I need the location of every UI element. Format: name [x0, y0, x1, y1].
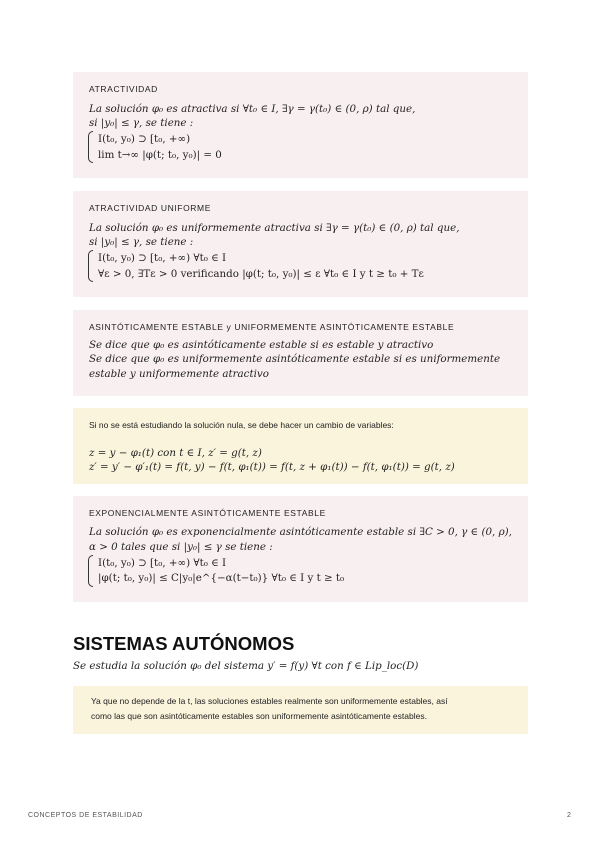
atractividad-cond1: I(t₀, y₀) ⊃ [t₀, +∞): [98, 133, 191, 145]
atractividad-uniforme-box: [73, 191, 528, 297]
uniforme-heading: ATRACTIVIDAD UNIFORME: [89, 203, 211, 213]
atractividad-cond2: lim t→∞ |φ(t; t₀, y₀)| = 0: [98, 149, 222, 161]
cambio-eq2: z′ = y′ − φ′₁(t) = f(t, y) − f(t, φ₁(t)) = f(t, z + φ₁(t)) − f(t, φ₁(t)) = g(t, z): [89, 461, 455, 473]
footer-title: CONCEPTOS DE ESTABILIDAD: [28, 812, 143, 819]
atractividad-line2: si |y₀| ≤ γ, se tiene :: [89, 117, 194, 129]
exponencial-box: [73, 496, 528, 602]
atractividad-heading: ATRACTIVIDAD: [89, 84, 158, 94]
autonomos-note-line1: Ya que no depende de la t, las soluciones estables realmente son uniformemente estables, así: [91, 696, 448, 706]
uniforme-line1: La solución φ₀ es uniformemente atractiva si ∃γ = γ(t₀) ∈ (0, ρ) tal que,: [89, 222, 460, 234]
atractividad-line1: La solución φ₀ es atractiva si ∀t₀ ∈ I, ∃γ = γ(t₀) ∈ (0, ρ) tal que,: [89, 103, 416, 115]
cambio-eq1: z = y − φ₁(t) con t ∈ I, z′ = g(t, z): [89, 447, 262, 459]
asintotica-line3: estable y uniformemente atractivo: [89, 368, 269, 380]
uniforme-cond1: I(t₀, y₀) ⊃ [t₀, +∞) ∀t₀ ∈ I: [98, 252, 227, 264]
asintotica-line1: Se dice que φ₀ es asintóticamente estable si es estable y atractivo: [89, 339, 434, 351]
exponencial-cond2: |φ(t; t₀, y₀)| ≤ C|y₀|e^{−α(t−t₀)} ∀t₀ ∈ I y t ≥ t₀: [98, 572, 345, 584]
uniforme-brace: [88, 250, 93, 282]
page-number: 2: [567, 812, 572, 819]
atractividad-brace: [88, 131, 93, 163]
exponencial-brace: [88, 555, 93, 587]
section-subtitle: Se estudia la solución φ₀ del sistema y′ = f(y) ∀t con f ∈ Lip_loc(D): [73, 660, 419, 672]
exponencial-line1: La solución φ₀ es exponencialmente asintóticamente estable si ∃C > 0, γ ∈ (0, ρ),: [89, 526, 512, 538]
cambio-text: Si no se está estudiando la solución nula, se debe hacer un cambio de variables:: [89, 420, 394, 430]
cambio-variables-box: [73, 408, 528, 484]
exponencial-line2: α > 0 tales que si |y₀| ≤ γ se tiene :: [89, 541, 273, 553]
exponencial-cond1: I(t₀, y₀) ⊃ [t₀, +∞) ∀t₀ ∈ I: [98, 557, 227, 569]
exponencial-heading: EXPONENCIALMENTE ASINTÓTICAMENTE ESTABLE: [89, 508, 326, 518]
section-title: SISTEMAS AUTÓNOMOS: [73, 633, 295, 654]
autonomos-note-box: [73, 686, 528, 734]
uniforme-line2: si |y₀| ≤ γ, se tiene :: [89, 236, 194, 248]
autonomos-note-line2: como las que son asintóticamente estables son uniformemente asintóticamente estables.: [91, 711, 427, 721]
asintotica-box: [73, 310, 528, 396]
atractividad-box: [73, 72, 528, 178]
asintotica-line2: Se dice que φ₀ es uniformemente asintóticamente estable si es uniformemente: [89, 353, 501, 365]
asintotica-heading: ASINTÓTICAMENTE ESTABLE y UNIFORMEMENTE ASINTÓTICAMENTE ESTABLE: [89, 322, 455, 332]
uniforme-cond2: ∀ε > 0, ∃Tε > 0 verificando |φ(t; t₀, y₀)| ≤ ε ∀t₀ ∈ I y t ≥ t₀ + Tε: [98, 268, 424, 280]
